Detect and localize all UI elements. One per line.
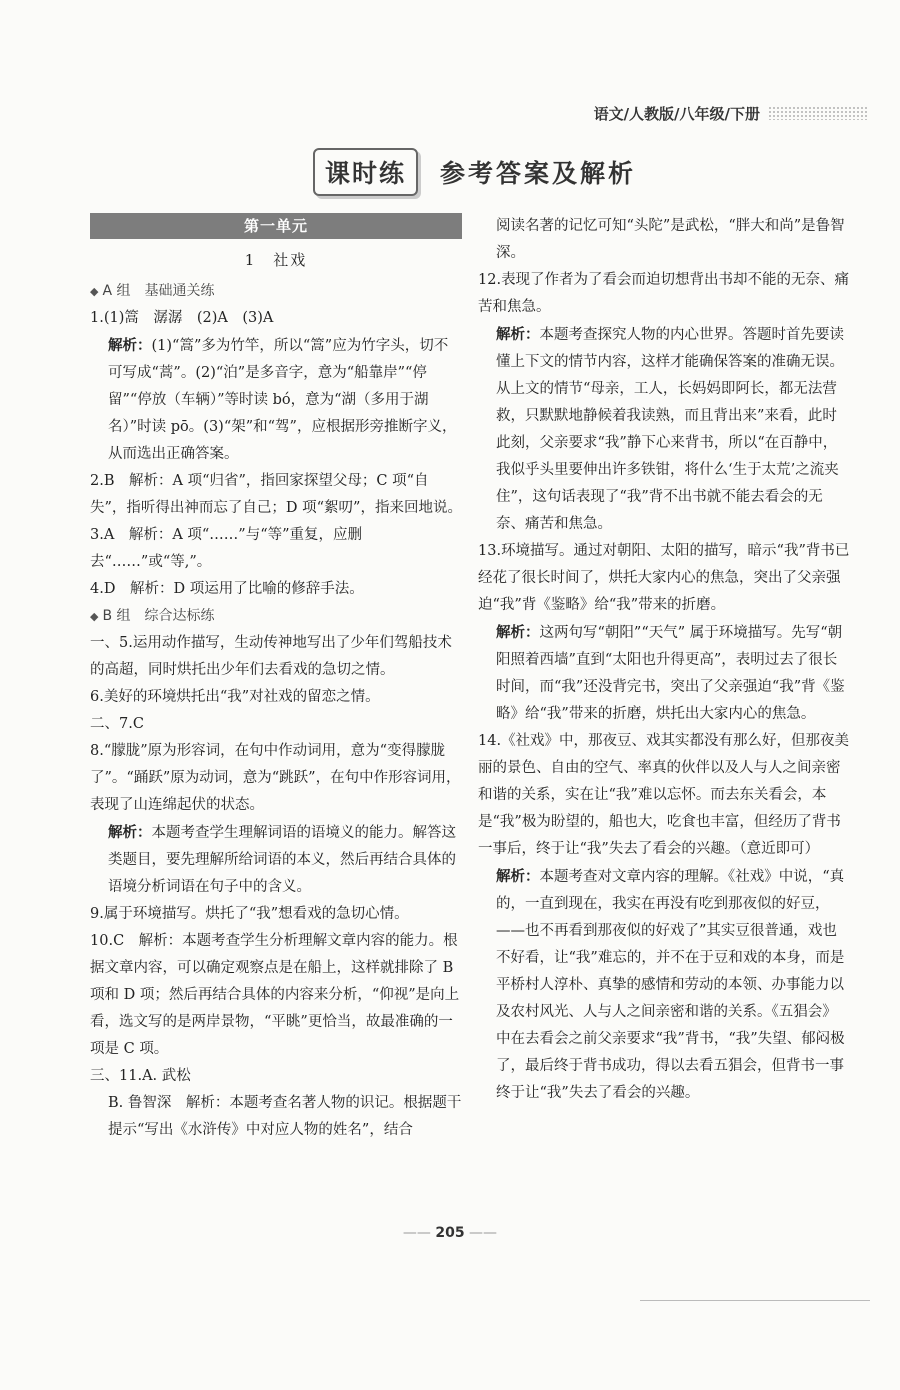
analysis-14	[478, 863, 850, 1107]
page-number	[0, 1225, 900, 1241]
answer-text: 运用动作描写，生动传神地写出了少年们驾船技术的高超，同时烘托出少年们去看戏的急切之情。	[90, 635, 452, 678]
analysis-11-continued: 阅读名著的记忆可知“头陀”是武松，“胖大和尚”是鲁智深。	[496, 218, 845, 261]
right-column	[478, 213, 850, 1107]
answer-2	[90, 468, 462, 522]
answer-9	[90, 901, 462, 928]
analysis-text: (1)“篙”多为竹竿，所以“篙”应为竹字头，切不可写成“蒿”。(2)“泊”是多音字，意为“船靠岸”“停留”“停放（车辆）”等时读 bó，意为“湖（多用于湖名）”时读 pō。(3)“架”和“驾”，应根据形旁推断字义，从而选出正确答案。	[108, 338, 457, 462]
analysis-13	[478, 619, 850, 728]
answer-number: 10.	[90, 933, 114, 949]
answer-text: 环境描写。通过对朝阳、太阳的描写，暗示“我”背书已经花了很长时间了，烘托大家内心的焦急，突出了父亲强迫“我”背《鉴略》给“我”带来的折磨。	[478, 543, 850, 613]
answer-4	[90, 576, 462, 603]
answer-number: 4.	[90, 581, 104, 597]
analysis-text: 本题考查对文章内容的理解。《社戏》中说，“真的，一直到现在，我实在再没有吃到那夜似的好豆，——也不再看到那夜似的好戏了”其实豆很普通，戏也不好看，让“我”难忘的，并不在于豆和戏的本身，而是平桥村人淳朴、真挚的感情和劳动的本领、办事能力以及农村风光、人与人之间亲密和谐的关系。《五猖会》中在去看会之前父亲要求“我”背书，“我”失望、郁闷极了，最后终于背书成功，得以去看五猖会，但背书一事终于让“我”失去了看会的兴趣。	[496, 869, 845, 1101]
answer-number: 14.	[478, 733, 502, 749]
group-b-heading	[90, 603, 462, 630]
analysis-label: 解析：	[108, 337, 152, 354]
answer-5	[90, 630, 462, 684]
answer-number: 9.	[90, 906, 104, 922]
answer-number: 12.	[478, 272, 502, 288]
answer-number: 8.	[90, 743, 104, 759]
answer-3	[90, 522, 462, 576]
answer-text: 美好的环境烘托出“我”对社戏的留恋之情。	[103, 689, 380, 705]
answer-text: A. 武松	[142, 1068, 191, 1084]
answer-text: “朦胧”原为形容词，在句中作动词用，意为“变得朦胧了”。“踊跃”原为动词，意为“跳跃”，在句中作形容词用，表现了山连绵起伏的状态。	[90, 743, 461, 813]
answer-6	[90, 684, 462, 711]
group-a-label: A 组 基础通关练	[102, 283, 215, 299]
answer-12	[478, 267, 850, 321]
page-number-value: 205	[435, 1225, 465, 1241]
analysis-1	[90, 332, 462, 468]
title-box: 课时练	[313, 148, 418, 196]
group-b-label: B 组 综合达标练	[102, 608, 215, 624]
answer-14	[478, 728, 850, 863]
answer-10	[90, 928, 462, 1063]
answer-number: 6.	[90, 689, 104, 705]
analysis-text: 这两句写“朝阳”“天气” 属于环境描写。先写“朝阳照着西墙”直到“太阳也升得更高”，表明过去了很长时间，而“我”还没背完书，突出了父亲强迫“我”背《鉴略》给“我”带来的折磨，烘托出大家内心的焦急。	[496, 625, 845, 722]
unit-heading: 第一单元	[90, 213, 462, 239]
page-title	[313, 148, 636, 196]
analysis-label: 解析：	[108, 824, 152, 841]
answer-number: 13.	[478, 543, 502, 559]
answer-number: 一、5.	[90, 635, 133, 651]
answer-text: 表现了作者为了看会而迫切想背出书却不能的无奈、痛苦和焦急。	[478, 272, 850, 315]
answer-8	[90, 738, 462, 819]
answer-text: C 解析：本题考查学生分析理解文章内容的能力。根据文章内容，可以确定观察点是在船上，这样就排除了 B 项和 D 项；然后再结合具体的内容来分析，“仰视”是向上看，选文写的是两岸景物，“平眺”更恰当，故最准确的一项是 C 项。	[90, 933, 460, 1057]
title-main: 参考答案及解析	[440, 159, 637, 188]
analysis-label: 解析：	[496, 326, 540, 343]
analysis-text: 本题考查学生理解词语的语境义的能力。解答这类题目，要先理解所给词语的本义，然后再结合具体的语境分析词语在句子中的含义。	[108, 825, 456, 895]
diamond-icon: ◆	[90, 610, 99, 623]
lesson-title: 1 社戏	[244, 251, 308, 269]
dash-left: ——	[402, 1225, 436, 1241]
header-tag: 语文/人教版/八年级/下册	[593, 105, 760, 123]
answer-text: A 解析：A 项“……”与“等”重复，应删去“……”或“等,”。	[90, 527, 363, 570]
answer-1	[90, 305, 462, 332]
analysis-8	[90, 819, 462, 901]
answer-13	[478, 538, 850, 619]
analysis-12	[478, 321, 850, 538]
answer-number: 3.	[90, 527, 104, 543]
answer-number: 1.	[90, 310, 104, 326]
answer-11	[90, 1063, 462, 1090]
analysis-label: 解析：	[496, 868, 540, 885]
answer-number: 二、7.	[90, 716, 133, 732]
answer-number: 2.	[90, 473, 104, 489]
analysis-text: 本题考查探究人物的内心世界。答题时首先要读懂上下文的情节内容，这样才能确保答案的准确无误。从上文的情节“母亲，工人，长妈妈即阿长，都无法营救，只默默地静候着我读熟，而且背出来”来看，此时此刻，父亲要求“我”静下心来背书，所以“在百静中，我似乎头里要伸出许多铁钳，将什么‘生于太荒’之流夹住”，这句话表现了“我”背不出书就不能去看会的无奈、痛苦和焦急。	[496, 327, 844, 532]
answer-text: (1)篙 潺潺 (2)A (3)A	[103, 310, 274, 326]
answer-text: 《社戏》中，那夜豆、戏其实都没有那么好，但那夜美丽的景色、自由的空气、率真的伙伴以及人与人之间亲密和谐的关系，实在让“我”难以忘怀。而去东关看会，本是“我”极为盼望的，船也大，吃食也丰富，但经历了背书一事后，终于让“我”失去了看会的兴趣。（意近即可）	[478, 733, 850, 857]
answer-text: C	[132, 716, 144, 732]
dash-right: ——	[464, 1225, 498, 1241]
analysis-label: 解析：	[496, 624, 540, 641]
corner-rule	[640, 1300, 870, 1301]
answer-7	[90, 711, 462, 738]
answer-text: B 解析：A 项“归省”，指回家探望父母；C 项“自失”，指听得出神而忘了自己；D 项“絮叨”，指来回地说。	[90, 473, 462, 516]
answer-text: 属于环境描写。烘托了“我”想看戏的急切心情。	[103, 906, 409, 922]
diamond-icon: ◆	[90, 285, 99, 298]
left-column	[90, 213, 462, 1144]
answer-number: 三、11.	[90, 1068, 143, 1084]
header-dots	[768, 106, 868, 120]
answer-text: D 解析：D 项运用了比喻的修辞手法。	[103, 581, 364, 597]
answer-11b: B. 鲁智深 解析：本题考查名著人物的识记。根据题干提示“写出《水浒传》中对应人物的姓名”，结合	[108, 1095, 462, 1138]
group-a-heading	[90, 278, 462, 305]
